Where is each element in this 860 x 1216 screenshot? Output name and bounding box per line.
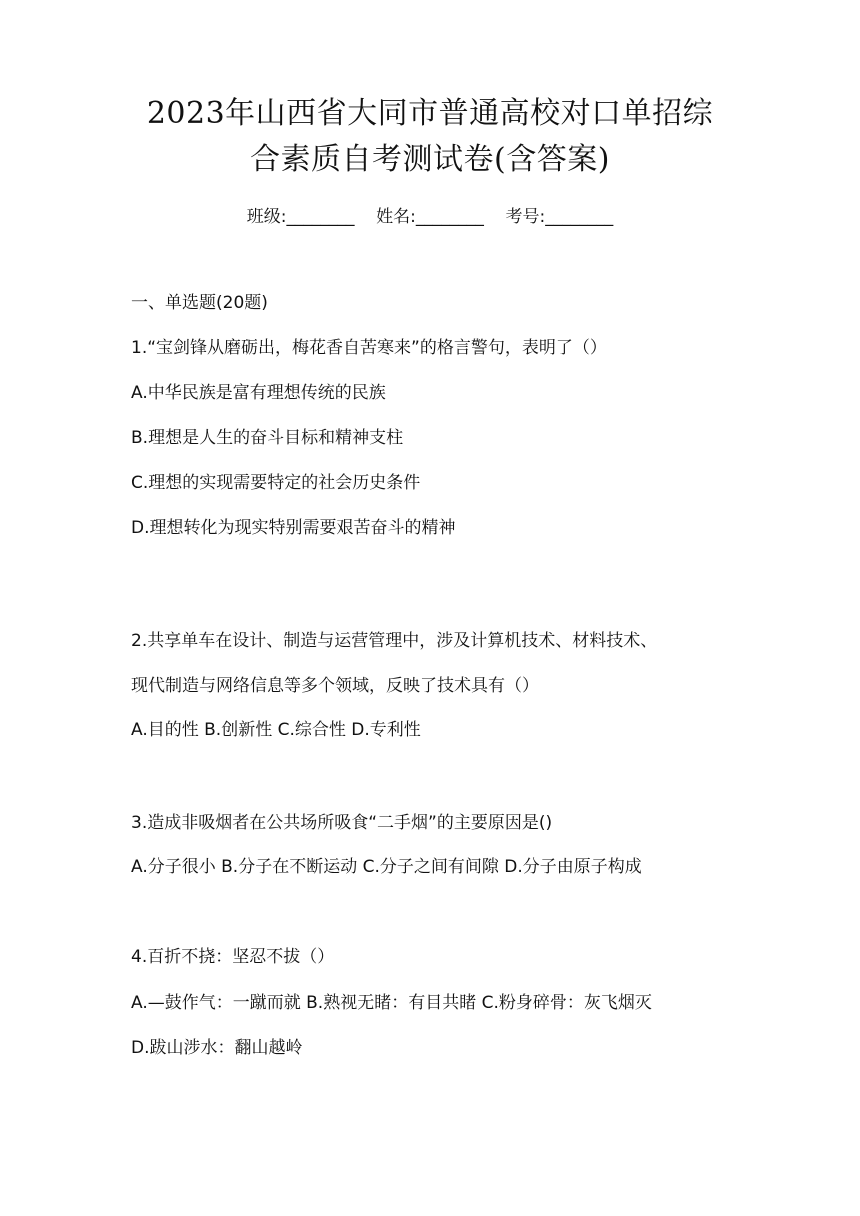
exam-title-line-1: 2023年山西省大同市普通高校对口单招综: [146, 96, 714, 131]
exam-title-line-2: 合素质自考测试卷(含答案): [250, 142, 610, 177]
class-field-label: 班级:________: [246, 207, 355, 227]
question-1-option-d: D.理想转化为现实特别需要艰苦奋斗的精神: [131, 518, 456, 538]
question-4-stem: 4.百折不挠：坚忍不拔（）: [131, 947, 335, 967]
question-1-option-a: A.中华民族是富有理想传统的民族: [131, 383, 386, 403]
question-2-options: A.目的性 B.创新性 C.综合性 D.专利性: [131, 720, 421, 740]
question-3-options: A.分子很小 B.分子在不断运动 C.分子之间有间隙 D.分子由原子构成: [131, 857, 642, 877]
question-1-option-c: C.理想的实现需要特定的社会历史条件: [131, 473, 421, 493]
question-4-options-line-1: A.—鼓作气：一蹴而就 B.熟视无睹：有目共睹 C.粉身碎骨：灰飞烟灭: [131, 993, 652, 1013]
question-4-options-line-2: D.跋山涉水：翻山越岭: [131, 1038, 303, 1058]
exam-number-field-label: 考号:________: [505, 207, 614, 227]
name-field-label: 姓名:________: [376, 207, 484, 227]
question-1-stem: 1.“宝剑锋从磨砺出，梅花香自苦寒来”的格言警句，表明了（）: [131, 338, 607, 358]
question-2-stem-line-2: 现代制造与网络信息等多个领域，反映了技术具有（）: [131, 676, 539, 696]
student-info-line: [0, 202, 860, 227]
question-3-stem: 3.造成非吸烟者在公共场所吸食“二手烟”的主要原因是(): [131, 813, 553, 833]
question-2-stem-line-1: 2.共享单车在设计、制造与运营管理中，涉及计算机技术、材料技术、: [131, 631, 658, 651]
section-heading: 一、单选题(20题): [131, 293, 268, 313]
question-1-option-b: B.理想是人生的奋斗目标和精神支柱: [131, 428, 404, 448]
